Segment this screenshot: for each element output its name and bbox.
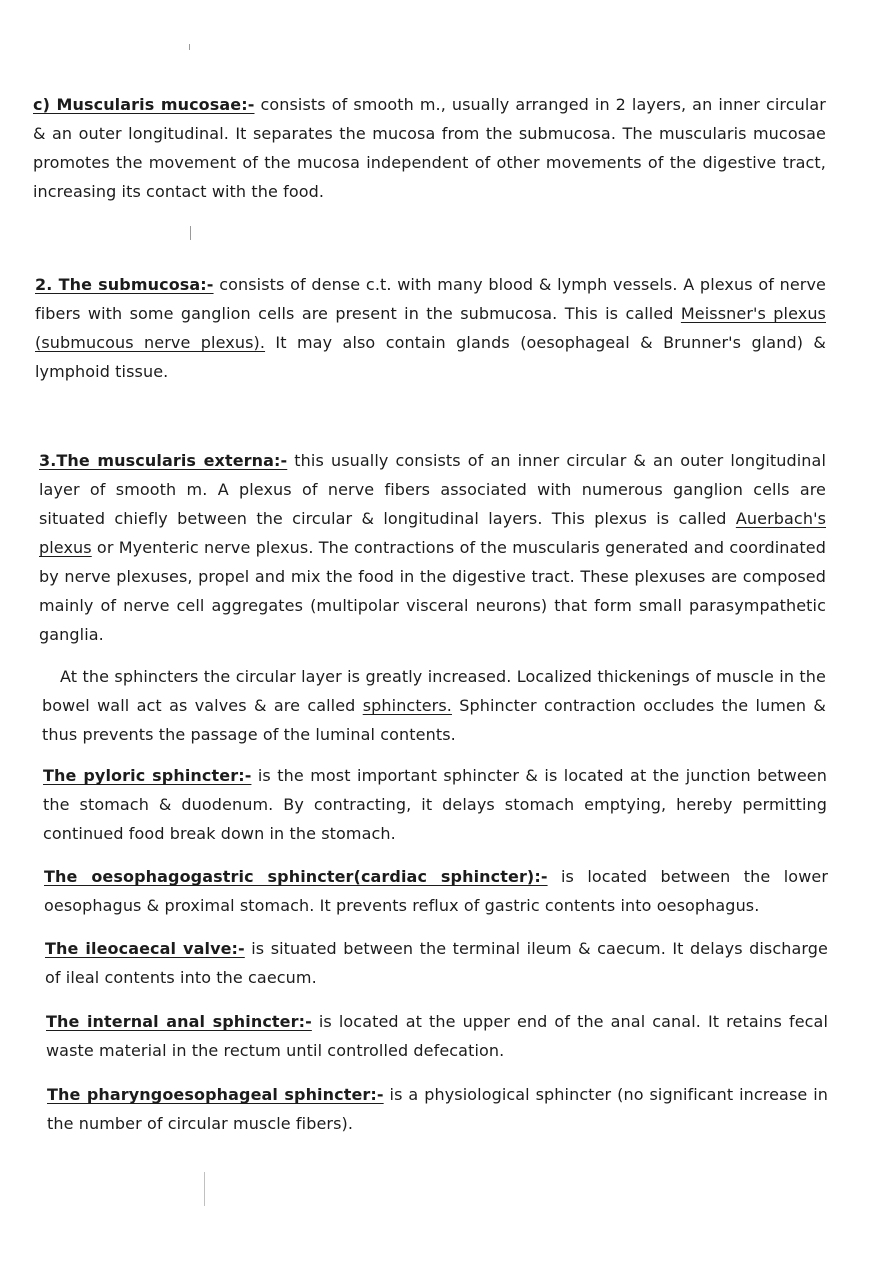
paragraph-sphincters-intro — [42, 662, 826, 749]
paragraph-muscularis-mucosae — [33, 90, 826, 206]
body-muscularis-externa-b: or Myenteric nerve plexus. The contractions of the muscularis generated and coordinated by nerve plexuses, propel and mix the food in the digestive tract. These plexuses are composed mainly of nerve cell aggregates (multipolar visceral neurons) that form small parasympathetic ganglia. — [39, 538, 826, 644]
body-sphincters-b: Sphincter contraction occludes the lumen & thus prevents the passage of the luminal contents. — [42, 696, 826, 744]
body-internal-anal-sphincter: is located at the upper end of the anal canal. It retains fecal waste material in the rectum until controlled defecation. — [46, 1012, 828, 1060]
heading-submucosa: 2. The submucosa:- — [35, 275, 214, 294]
paragraph-oesophagogastric-sphincter — [44, 862, 828, 920]
paragraph-internal-anal-sphincter — [46, 1007, 828, 1065]
scan-artifact — [204, 1172, 205, 1206]
term-auerbachs-plexus: Auerbach's plexus — [39, 509, 826, 557]
paragraph-pharyngoesophageal-sphincter — [47, 1080, 828, 1138]
paragraph-muscularis-externa — [39, 446, 826, 649]
heading-pharyngoesophageal-sphincter: The pharyngoesophageal sphincter:- — [47, 1085, 384, 1104]
paragraph-ileocaecal-valve — [45, 934, 828, 992]
term-meissners-plexus: Meissner's plexus (submucous nerve plexus). — [35, 304, 826, 352]
paragraph-pyloric-sphincter — [43, 761, 827, 848]
term-sphincters: sphincters. — [362, 696, 452, 715]
heading-ileocaecal-valve: The ileocaecal valve:- — [45, 939, 245, 958]
paragraph-submucosa — [35, 270, 826, 386]
scan-artifact — [190, 226, 191, 240]
body-muscularis-externa-a: this usually consists of an inner circular & an outer longitudinal layer of smooth m. A plexus of nerve fibers associated with numerous ganglion cells are situated chiefly between the circular & longitudinal layers. This plexus is called — [39, 451, 826, 528]
scan-artifact — [189, 44, 190, 50]
body-sphincters-a: At the sphincters the circular layer is greatly increased. Localized thickenings of muscle in the bowel wall act as valves & are called — [42, 667, 826, 715]
body-oesophagogastric-sphincter: is located between the lower oesophagus & proximal stomach. It prevents reflux of gastric contents into oesophagus. — [44, 867, 828, 915]
heading-pyloric-sphincter: The pyloric sphincter:- — [43, 766, 252, 785]
heading-internal-anal-sphincter: The internal anal sphincter:- — [46, 1012, 312, 1031]
body-muscularis-mucosae: consists of smooth m., usually arranged in 2 layers, an inner circular & an outer longitudinal. It separates the mucosa from the submucosa. The muscularis mucosae promotes the movement of the mucosa independent of other movements of the digestive tract, increasing its contact with the food. — [33, 95, 826, 201]
body-submucosa-a: consists of dense c.t. with many blood & lymph vessels. A plexus of nerve fibers with some ganglion cells are present in the submucosa. This is called — [35, 275, 826, 323]
body-pyloric-sphincter: is the most important sphincter & is located at the junction between the stomach & duodenum. By contracting, it delays stomach emptying, hereby permitting continued food break down in the stomach. — [43, 766, 827, 843]
heading-oesophagogastric-sphincter: The oesophagogastric sphincter(cardiac sphincter):- — [44, 867, 548, 886]
heading-muscularis-mucosae: c) Muscularis mucosae:- — [33, 95, 255, 114]
body-submucosa-b: It may also contain glands (oesophageal & Brunner's gland) & lymphoid tissue. — [35, 333, 826, 381]
body-ileocaecal-valve: is situated between the terminal ileum & caecum. It delays discharge of ileal contents into the caecum. — [45, 939, 828, 987]
body-pharyngoesophageal-sphincter: is a physiological sphincter (no significant increase in the number of circular muscle fibers). — [47, 1085, 828, 1133]
heading-muscularis-externa: 3.The muscularis externa:- — [39, 451, 288, 470]
